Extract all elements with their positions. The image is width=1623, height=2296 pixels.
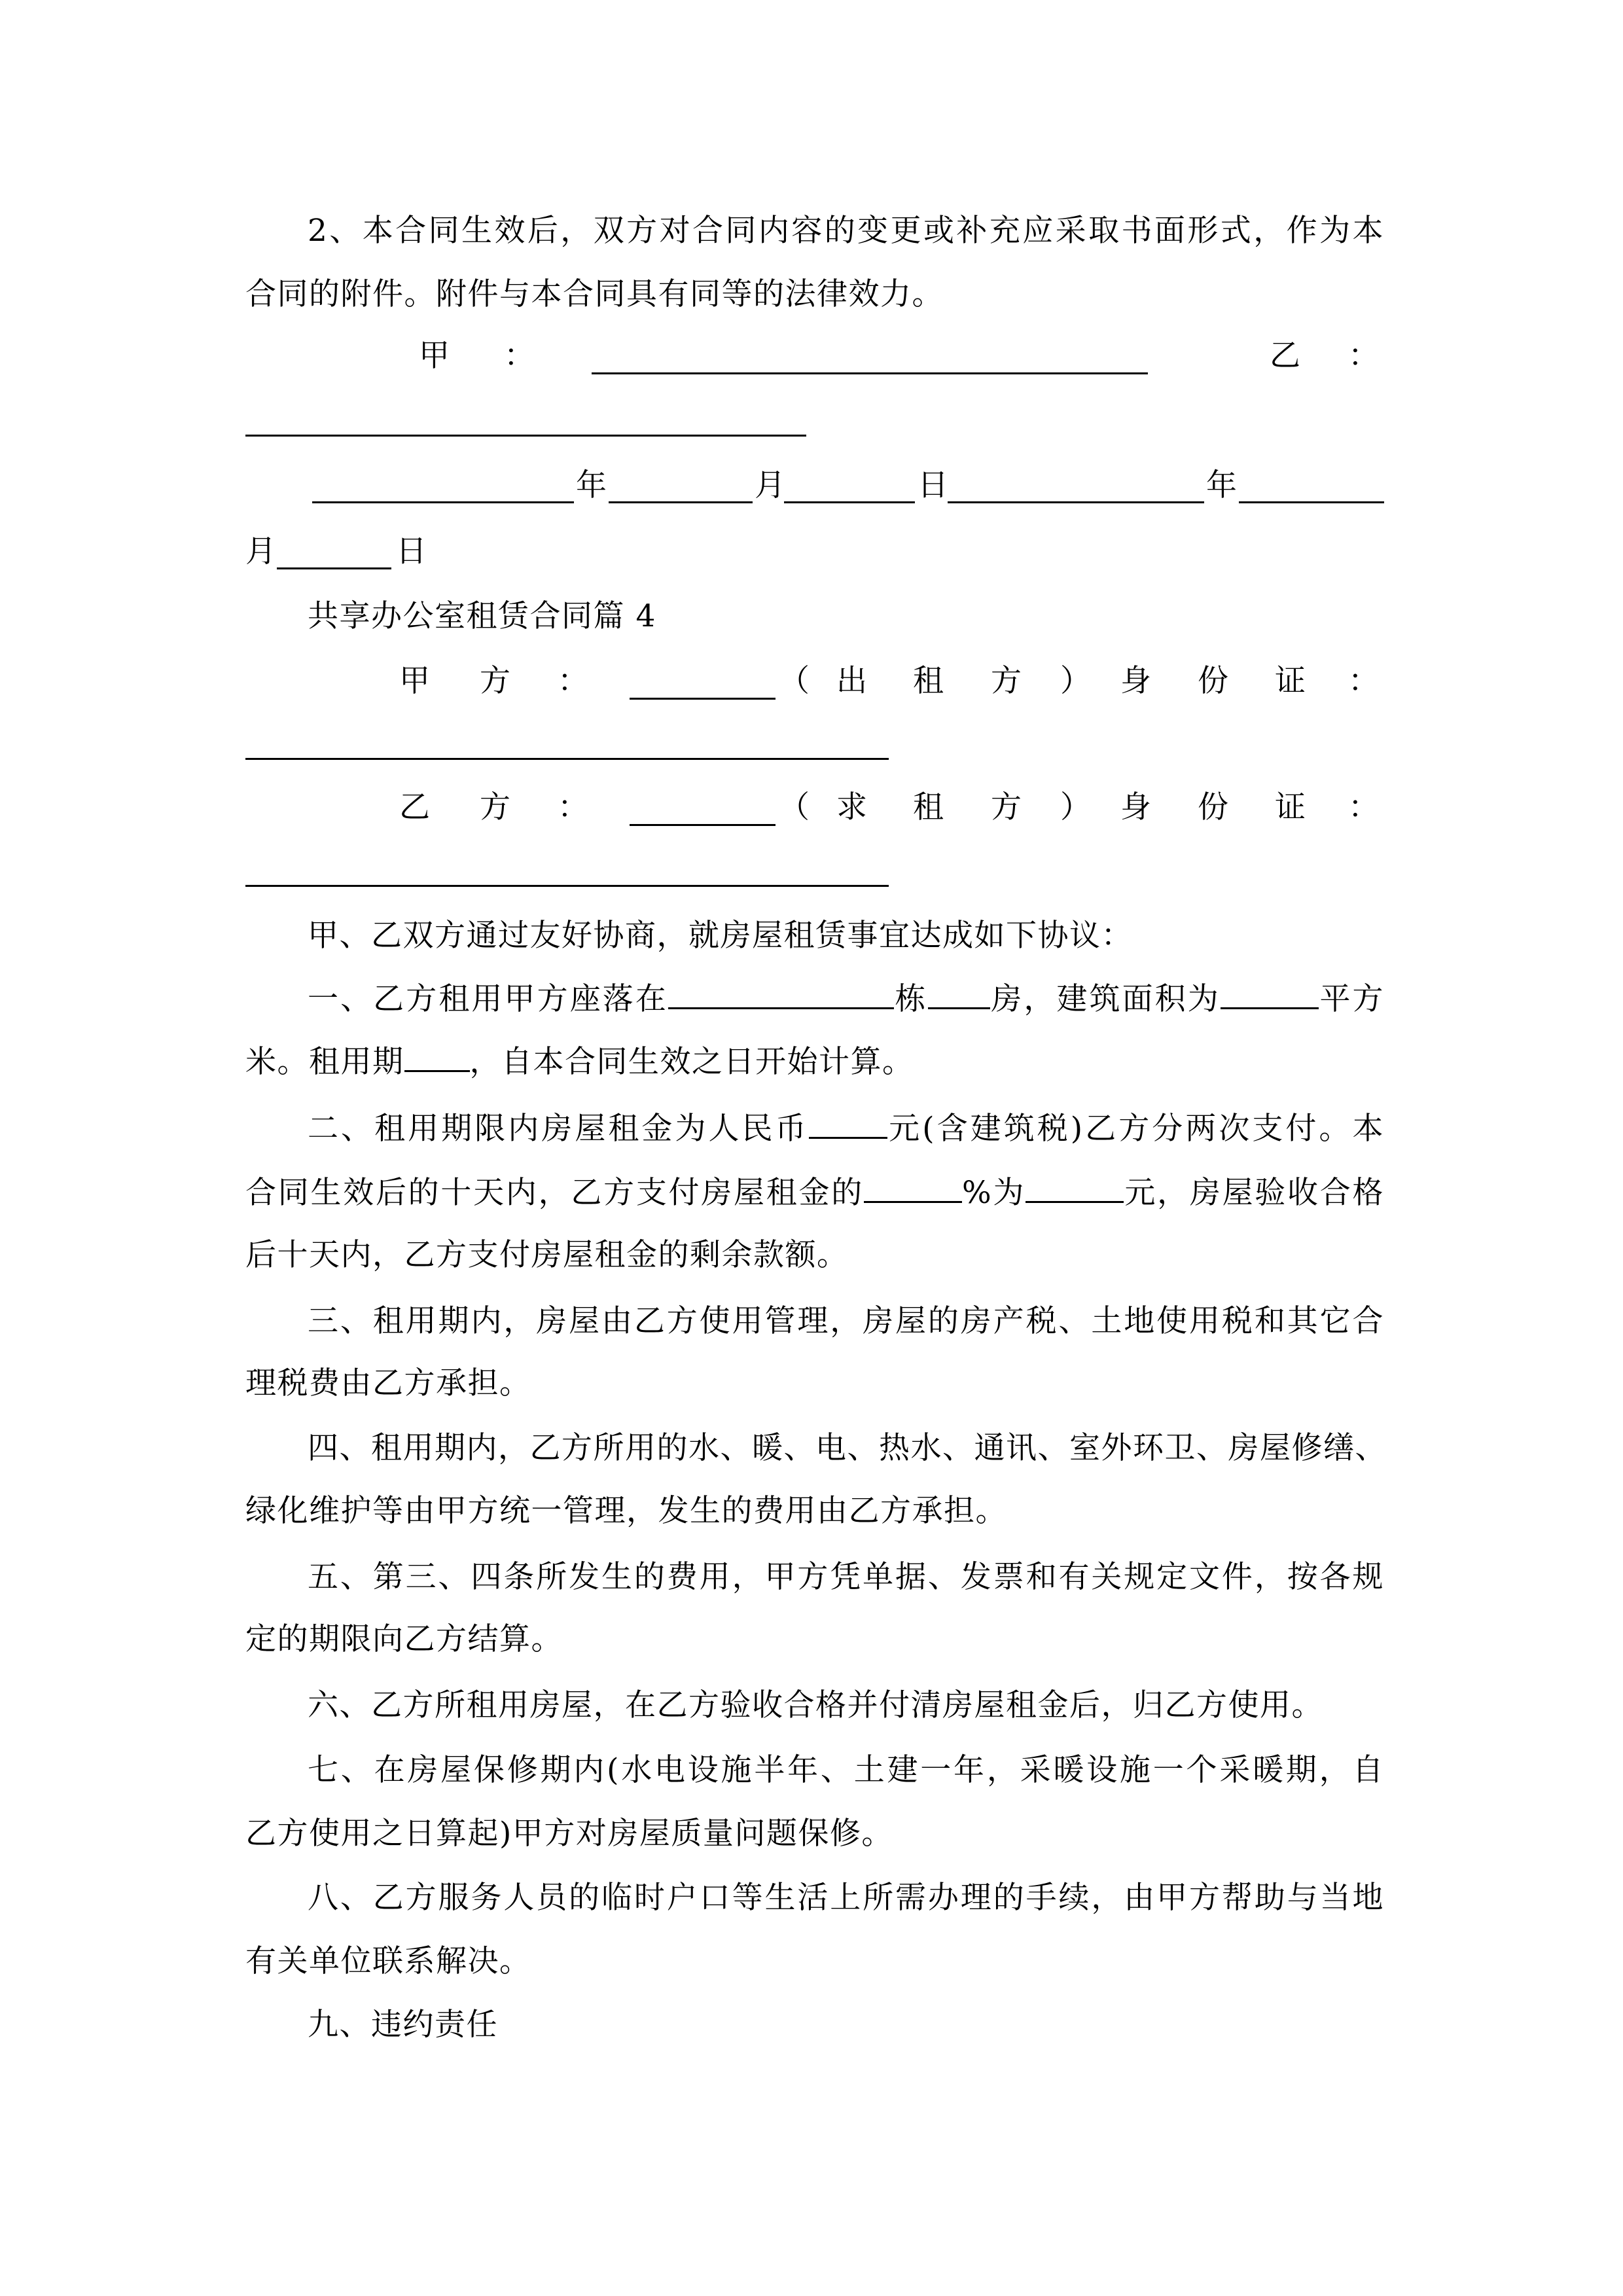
clause-rent-text-b: 元(含建筑税)乙方分两次支付。本 [887, 1111, 1384, 1147]
party-a-label-char-1: 甲 [399, 663, 430, 699]
clause-6-line-1: 六、乙方所租用房屋，在乙方验收合格并付清房屋租金后，归乙方使用。 [308, 1687, 1323, 1723]
party-b-id-char-2: 份 [1198, 789, 1228, 825]
clause-7-line-1: 七、在房屋保修期内(水电设施半年、土建一年，采暖设施一个采暖期，自 [308, 1752, 1384, 1788]
party-a-role-char-1: 出 [836, 663, 867, 699]
clause-1-text-a: 一、乙方租用甲方座落在 [308, 981, 668, 1017]
rent-amount-field[interactable] [809, 1111, 887, 1139]
clause-rent-line-3: 后十天内，乙方支付房屋租金的剩余款额。 [245, 1237, 849, 1273]
party-b-label-colon: ： [558, 789, 588, 825]
party-b-role-close-paren: ） [1060, 789, 1091, 825]
clause-1-line-1 [308, 980, 1384, 1019]
first-payment-amount-field[interactable] [1026, 1175, 1124, 1203]
party-b-year-field[interactable] [948, 501, 1204, 503]
clause-3-line-2: 理税费由乙方承担。 [245, 1365, 531, 1401]
party-b-role-open-paren: （ [779, 789, 810, 825]
month-label-a: 月 [755, 467, 785, 503]
party-b-day-field[interactable] [277, 567, 391, 569]
clause-9-heading: 九、违约责任 [308, 2007, 498, 2043]
party-a-id-char-1: 身 [1120, 663, 1151, 699]
party-a-role-char-3: 方 [991, 663, 1022, 699]
clause-4-line-2: 绿化维护等由甲方统一管理，发生的费用由乙方承担。 [245, 1493, 1007, 1529]
party-a-sign-colon: ： [504, 338, 535, 374]
clause-rent-text-d: %为 [961, 1175, 1026, 1211]
clause-rent-line-2 [245, 1174, 1384, 1213]
party-b-label-char-2: 方 [480, 789, 510, 825]
party-b-id-char-3: 证 [1275, 789, 1306, 825]
clause-rent-text-a: 二、租用期限内房屋租金为人民币 [308, 1111, 809, 1147]
party-a-label-char-2: 方 [480, 663, 510, 699]
day-label-a: 日 [918, 467, 948, 503]
year-label-a: 年 [576, 467, 607, 503]
lease-term-field[interactable] [404, 1044, 470, 1072]
room-number-field[interactable] [928, 981, 990, 1009]
clause-7-line-2: 乙方使用之日算起)甲方对房屋质量问题保修。 [245, 1816, 893, 1852]
clause-2-line-1: 2、本合同生效后，双方对合同内容的变更或补充应采取书面形式，作为本 [308, 213, 1384, 249]
party-a-id-char-3: 证 [1275, 663, 1306, 699]
clause-3-line-1: 三、租用期内，房屋由乙方使用管理，房屋的房产税、土地使用税和其它合 [308, 1303, 1384, 1339]
party-a-role-open-paren: （ [779, 663, 810, 699]
party-b-role-char-3: 方 [991, 789, 1022, 825]
party-a-signature-field[interactable] [592, 372, 1148, 374]
clause-1-text-c: 房，建筑面积为 [990, 981, 1221, 1017]
party-b-sign-colon: ： [1348, 338, 1379, 374]
party-a-id-field[interactable] [245, 758, 889, 760]
clause-rent-text-e: 元，房屋验收合格 [1124, 1175, 1385, 1211]
building-location-field[interactable] [668, 981, 894, 1009]
agreement-intro: 甲、乙双方通过友好协商，就房屋租赁事宜达成如下协议： [308, 918, 1133, 954]
party-b-id-field[interactable] [245, 885, 889, 887]
floor-area-field[interactable] [1221, 981, 1319, 1009]
party-a-sign-label: 甲 [419, 338, 450, 374]
party-b-name-field[interactable] [630, 824, 776, 826]
first-payment-percent-field[interactable] [864, 1175, 962, 1203]
party-b-label-char-1: 乙 [399, 789, 430, 825]
section-title: 共享办公室租赁合同篇 4 [308, 598, 656, 634]
party-b-id-colon: ： [1348, 789, 1379, 825]
party-a-role-char-2: 租 [913, 663, 944, 699]
party-a-role-close-paren: ） [1060, 663, 1091, 699]
clause-5-line-1: 五、第三、四条所发生的费用，甲方凭单据、发票和有关规定文件，按各规 [308, 1559, 1384, 1595]
party-a-label-colon: ： [558, 663, 588, 699]
party-b-role-char-2: 租 [913, 789, 944, 825]
party-b-month-field[interactable] [1239, 501, 1384, 503]
clause-rent-text-c: 合同生效后的十天内，乙方支付房屋租金的 [245, 1175, 864, 1211]
party-a-id-colon: ： [1348, 663, 1379, 699]
year-label-b: 年 [1206, 467, 1237, 503]
day-label-b: 日 [396, 533, 427, 569]
party-b-signature-field[interactable] [245, 435, 806, 437]
clause-5-line-2: 定的期限向乙方结算。 [245, 1621, 563, 1657]
party-a-month-field[interactable] [609, 501, 753, 503]
clause-8-line-2: 有关单位联系解决。 [245, 1943, 531, 1979]
party-b-role-char-1: 求 [836, 789, 867, 825]
clause-1-line-2 [245, 1043, 1384, 1082]
clause-8-line-1: 八、乙方服务人员的临时户口等生活上所需办理的手续，由甲方帮助与当地 [308, 1880, 1384, 1916]
party-a-day-field[interactable] [784, 501, 915, 503]
clause-4-line-1: 四、租用期内，乙方所用的水、暖、电、热水、通讯、室外环卫、房屋修缮、 [308, 1430, 1387, 1466]
party-b-sign-label: 乙 [1270, 338, 1300, 374]
party-a-year-field[interactable] [312, 501, 574, 503]
month-label-b: 月 [245, 533, 276, 569]
party-a-name-field[interactable] [630, 698, 776, 700]
clause-1-text-e: 米。租用期 [245, 1044, 404, 1080]
clause-rent-line-1 [308, 1109, 1384, 1149]
clause-1-text-f: ，自本合同生效之日开始计算。 [469, 1044, 914, 1080]
party-b-id-char-1: 身 [1120, 789, 1151, 825]
party-a-id-char-2: 份 [1198, 663, 1228, 699]
clause-2-line-2: 合同的附件。附件与本合同具有同等的法律效力。 [245, 276, 944, 312]
clause-1-text-d: 平方 [1318, 981, 1385, 1017]
clause-1-text-b: 栋 [893, 981, 928, 1017]
